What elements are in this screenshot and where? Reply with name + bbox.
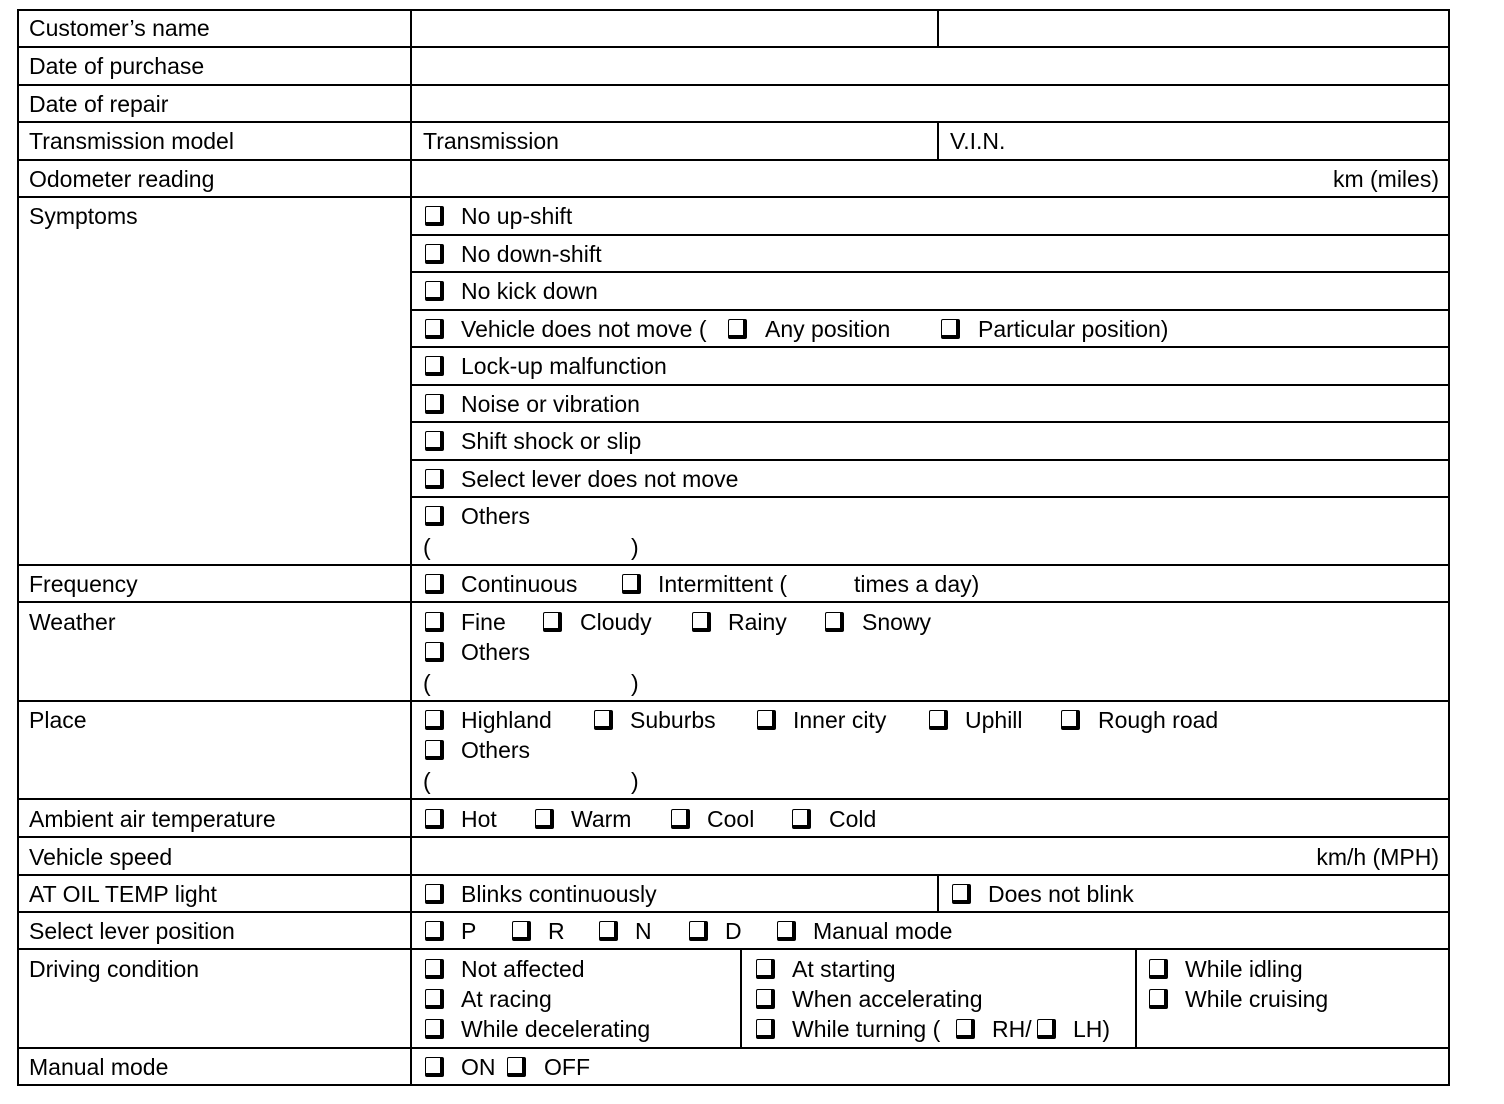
not-affected-label: Not affected [461,956,585,982]
any-position-checkbox[interactable] [728,319,747,339]
continuous-checkbox[interactable] [425,574,444,594]
place-others-label: Others [461,737,531,763]
hot-label: Hot [461,806,497,832]
manual-off-checkbox[interactable] [507,1057,526,1077]
row-divider [410,384,1450,386]
symptoms-others-checkbox[interactable] [425,506,444,526]
not-affected-checkbox[interactable] [425,959,444,979]
snowy-checkbox[interactable] [825,612,844,632]
inner-city-checkbox[interactable] [757,710,776,730]
lever-p-checkbox[interactable] [425,921,444,941]
label-frequency: Frequency [29,571,138,597]
symptoms-others-open-paren: ( [423,534,431,560]
weather-others-checkbox[interactable] [425,642,444,662]
lh-checkbox[interactable] [1037,1019,1056,1039]
rainy-label: Rainy [728,609,787,635]
cloudy-checkbox[interactable] [543,612,562,632]
row-divider [17,911,1450,913]
row-divider [17,121,1450,123]
lever-p-label: P [461,918,477,944]
shift-shock-label: Shift shock or slip [461,428,642,454]
lockup-checkbox[interactable] [425,356,444,376]
row-divider [410,309,1450,311]
place-others-close-paren: ) [631,768,639,794]
times-a-day-label: times a day) [854,571,980,597]
rainy-checkbox[interactable] [692,612,711,632]
any-position-label: Any position [765,316,891,342]
highland-label: Highland [461,707,552,733]
rh-label: RH/ [992,1016,1032,1042]
row-divider [17,196,1450,198]
rough-road-checkbox[interactable] [1061,710,1080,730]
weather-others-open-paren: ( [423,670,431,696]
weather-others-label: Others [461,639,531,665]
blinks-continuously-label: Blinks continuously [461,881,657,907]
row-divider [17,836,1450,838]
lever-manual-checkbox[interactable] [777,921,796,941]
row-divider [17,948,1450,950]
vin-label: V.I.N. [950,128,1006,154]
label-transmission-model: Transmission model [29,128,234,154]
row-divider [17,1047,1450,1049]
row-divider [410,346,1450,348]
row-divider [17,84,1450,86]
vehicle-not-move-label: Vehicle does not move ( [461,316,707,342]
inner-city-label: Inner city [793,707,887,733]
noise-checkbox[interactable] [425,394,444,414]
label-date-of-repair: Date of repair [29,91,169,117]
cool-label: Cool [707,806,755,832]
while-decelerating-checkbox[interactable] [425,1019,444,1039]
column-divider [1135,950,1137,1049]
cool-checkbox[interactable] [671,809,690,829]
at-racing-label: At racing [461,986,552,1012]
uphill-checkbox[interactable] [929,710,948,730]
intermittent-label: Intermittent ( [658,571,788,597]
manual-on-checkbox[interactable] [425,1057,444,1077]
row-divider [410,234,1450,236]
lever-d-label: D [725,918,742,944]
while-idling-label: While idling [1185,956,1303,982]
label-ambient-air-temperature: Ambient air temperature [29,806,276,832]
no-upshift-label: No up-shift [461,203,573,229]
no-downshift-label: No down-shift [461,241,602,267]
place-others-checkbox[interactable] [425,740,444,760]
symptoms-others-close-paren: ) [631,534,639,560]
label-customer-name: Customer’s name [29,15,210,41]
does-not-blink-checkbox[interactable] [952,884,971,904]
speed-unit: km/h (MPH) [1316,844,1439,870]
row-divider [17,874,1450,876]
column-divider [740,950,742,1049]
while-idling-checkbox[interactable] [1149,959,1168,979]
while-turning-checkbox[interactable] [756,1019,775,1039]
label-date-of-purchase: Date of purchase [29,53,205,79]
suburbs-label: Suburbs [630,707,716,733]
weather-others-close-paren: ) [631,670,639,696]
cold-checkbox[interactable] [792,809,811,829]
column-divider [937,122,939,160]
suburbs-checkbox[interactable] [594,710,613,730]
lever-r-label: R [548,918,565,944]
when-accelerating-checkbox[interactable] [756,989,775,1009]
while-cruising-checkbox[interactable] [1149,989,1168,1009]
hot-checkbox[interactable] [425,809,444,829]
at-racing-checkbox[interactable] [425,989,444,1009]
row-divider [410,459,1450,461]
odometer-unit: km (miles) [1332,166,1439,192]
label-symptoms: Symptoms [29,203,138,229]
fine-label: Fine [461,609,506,635]
snowy-label: Snowy [862,609,932,635]
row-divider [17,564,1450,566]
particular-position-checkbox[interactable] [941,319,960,339]
no-kickdown-checkbox[interactable] [425,281,444,301]
cloudy-label: Cloudy [580,609,652,635]
no-downshift-checkbox[interactable] [425,244,444,264]
lever-manual-label: Manual mode [813,918,953,944]
transmission-label: Transmission [423,128,559,154]
lever-n-label: N [635,918,652,944]
label-manual-mode: Manual mode [29,1054,169,1080]
cold-label: Cold [829,806,877,832]
no-upshift-checkbox[interactable] [425,206,444,226]
while-turning-label: While turning ( [792,1016,941,1042]
while-cruising-label: While cruising [1185,986,1329,1012]
no-kickdown-label: No kick down [461,278,598,304]
column-divider [937,10,939,47]
label-odometer-reading: Odometer reading [29,166,215,192]
vehicle-not-move-checkbox[interactable] [425,319,444,339]
manual-off-label: OFF [544,1054,590,1080]
blinks-continuously-checkbox[interactable] [425,884,444,904]
intermittent-checkbox[interactable] [622,574,641,594]
lever-n-checkbox[interactable] [599,921,618,941]
lever-not-move-checkbox[interactable] [425,469,444,489]
lh-label: LH) [1073,1016,1111,1042]
warm-checkbox[interactable] [535,809,554,829]
does-not-blink-label: Does not blink [988,881,1134,907]
shift-shock-checkbox[interactable] [425,431,444,451]
column-divider [410,10,412,1085]
continuous-label: Continuous [461,571,578,597]
row-divider [410,421,1450,423]
lockup-label: Lock-up malfunction [461,353,667,379]
while-decelerating-label: While decelerating [461,1016,651,1042]
row-divider [17,798,1450,800]
column-divider [937,876,939,913]
symptoms-others-label: Others [461,503,531,529]
rough-road-label: Rough road [1098,707,1219,733]
place-others-open-paren: ( [423,768,431,794]
row-divider [410,271,1450,273]
label-driving-condition: Driving condition [29,956,200,982]
row-divider [17,601,1450,603]
particular-position-label: Particular position) [978,316,1169,342]
rh-checkbox[interactable] [956,1019,975,1039]
row-divider [17,46,1450,48]
label-select-lever-position: Select lever position [29,918,235,944]
at-starting-label: At starting [792,956,896,982]
lever-d-checkbox[interactable] [689,921,708,941]
uphill-label: Uphill [965,707,1023,733]
noise-label: Noise or vibration [461,391,640,417]
label-vehicle-speed: Vehicle speed [29,844,173,870]
warm-label: Warm [571,806,632,832]
label-weather: Weather [29,609,116,635]
row-divider [17,700,1450,702]
when-accelerating-label: When accelerating [792,986,983,1012]
label-at-oil-temp-light: AT OIL TEMP light [29,881,217,907]
row-divider [17,159,1450,161]
manual-on-label: ON [461,1054,496,1080]
highland-checkbox[interactable] [425,710,444,730]
at-starting-checkbox[interactable] [756,959,775,979]
row-divider [410,496,1450,498]
lever-r-checkbox[interactable] [512,921,531,941]
fine-checkbox[interactable] [425,612,444,632]
lever-not-move-label: Select lever does not move [461,466,739,492]
label-place: Place [29,707,87,733]
